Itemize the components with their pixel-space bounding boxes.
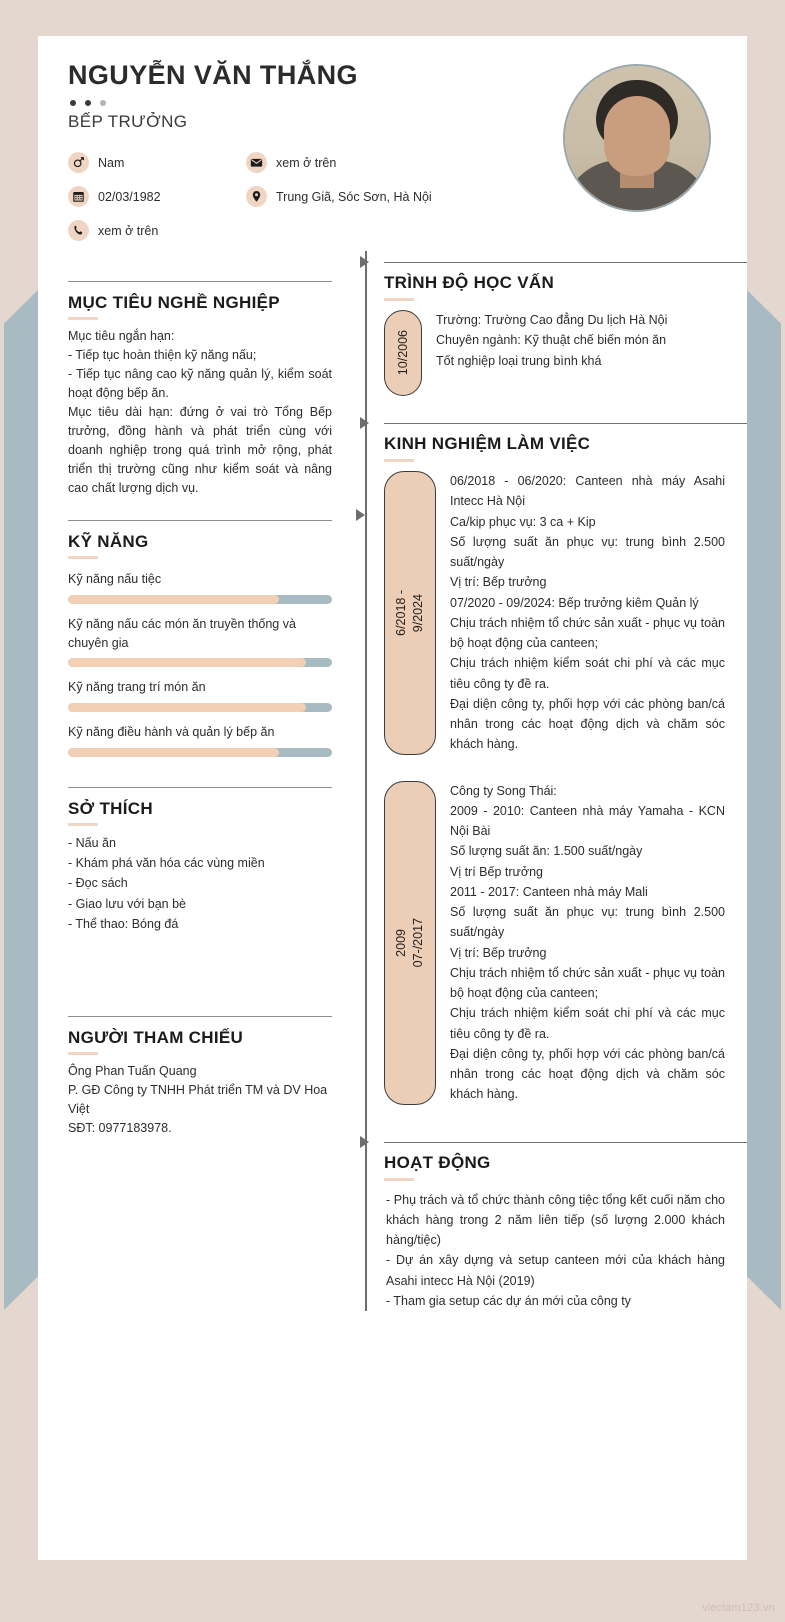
skill-item [68, 678, 332, 712]
experience-line: Vị trí: Bếp trưởng [450, 945, 547, 960]
objective-line-0: Mục tiêu ngắn hạn: [68, 329, 175, 343]
heading-accent [384, 459, 414, 462]
activity-line: - Dự án xây dựng và setup canteen mới của khách hàng Asahi intecc Hà Nội (2019) [386, 1253, 725, 1288]
candidate-name: NGUYỄN VĂN THẮNG [68, 60, 358, 90]
contact-item-birthdate [68, 186, 246, 207]
skill-bar-fill [68, 748, 279, 757]
hobby-item: - Thể thao: Bóng đá [68, 916, 179, 931]
decorative-band-right [747, 290, 781, 1310]
experience-line: Chịu trách nhiệm tổ chức sản xuất - phục vụ toàn bộ hoạt động của canteen; [450, 965, 725, 1000]
experience-line: Vị trí: Bếp trưởng [450, 575, 547, 590]
cv-header [38, 36, 747, 251]
cv-sheet [38, 36, 747, 1560]
section-hobbies [68, 787, 332, 934]
contact-grid [68, 152, 498, 241]
experience-line: Vị trí Bếp trưởng [450, 864, 543, 879]
experience-line: Số lượng suất ăn phục vụ: trung bình 2.500 suất/ngày [450, 534, 725, 569]
date-badge-text: 9/2024 [411, 593, 425, 632]
experience-line: Chịu trách nhiệm kiểm soát chi phí và các mục tiêu công ty đề ra. [450, 656, 725, 691]
skill-bar [68, 595, 332, 604]
skill-bar-fill [68, 703, 306, 712]
heading-accent [68, 317, 98, 320]
section-divider [68, 787, 332, 788]
contact-value-gender: Nam [98, 155, 125, 170]
section-heading-reference: NGƯỜI THAM CHIẾU [68, 1028, 244, 1047]
timeline-arrow-icon [360, 256, 369, 268]
experience-line: Số lượng suất ăn phục vụ: trung bình 2.500 suất/ngày [450, 905, 725, 940]
section-heading-experience: KINH NGHIỆM LÀM VIỆC [384, 434, 591, 453]
section-education [384, 251, 725, 396]
experience-line: 2011 - 2017: Canteen nhà máy Mali [450, 884, 648, 899]
experience-entry [384, 471, 725, 755]
reference-line: P. GĐ Công ty TNHH Phát triển TM và DV Hoa Việt [68, 1083, 328, 1116]
section-activities [384, 1131, 725, 1312]
hobby-item: - Giao lưu với bạn bè [68, 896, 187, 911]
avatar [563, 64, 711, 212]
job-title: BẾP TRƯỞNG [68, 112, 188, 131]
section-heading-objective: MỤC TIÊU NGHỀ NGHIỆP [68, 293, 280, 312]
heading-accent [68, 823, 98, 826]
section-divider [68, 1016, 332, 1017]
heading-accent [384, 298, 414, 301]
objective-line-3: Mục tiêu dài hạn: đứng ở vai trò Tổng Bếp trưởng, đồng hành và phát triển cùng với doanh nghiệp trong quá trình mở rộng, phát triển thị trường cũng như kiểm soát và nâng cao chất lượng dịch vụ. [68, 405, 332, 495]
decorative-band-left [4, 290, 38, 1310]
skill-item [68, 723, 332, 757]
timeline-arrow-icon [360, 1136, 369, 1148]
reference-line: SĐT: 0977183978. [68, 1121, 172, 1135]
experience-line: Số lượng suất ăn: 1.500 suất/ngày [450, 844, 643, 859]
contact-item-address [246, 186, 498, 207]
reference-line: Ông Phan Tuấn Quang [68, 1064, 197, 1078]
section-objective [68, 281, 332, 498]
skill-bar [68, 658, 332, 667]
section-skills [68, 520, 332, 757]
experience-line: Đại diện công ty, phối hợp với các phòng ban/cá nhân trong các hoạt động dịch và chăm sóc khách hàng. [450, 696, 725, 752]
objective-line-1: - Tiếp tục hoàn thiện kỹ năng nấu; [68, 348, 257, 362]
activity-line: - Tham gia setup các dự án mới của công ty [386, 1293, 631, 1308]
left-column [38, 251, 356, 1311]
section-heading-activities: HOẠT ĐỘNG [384, 1152, 491, 1172]
date-badge [384, 310, 422, 396]
skill-item [68, 615, 332, 668]
date-badge [384, 471, 436, 755]
experience-entry-body [450, 471, 725, 755]
contact-item-email [246, 152, 498, 173]
skill-label: Kỹ năng nấu các món ăn truyền thống và chuyên gia [68, 616, 296, 650]
section-reference [68, 1016, 332, 1138]
contact-value-address: Trung Giã, Sóc Sơn, Hà Nội [276, 189, 432, 204]
date-badge-text: 10/2006 [395, 330, 410, 376]
experience-line: Chịu trách nhiệm kiểm soát chi phí và các mục tiêu công ty đề ra. [450, 1006, 725, 1041]
contact-value-birthdate: 02/03/1982 [98, 189, 161, 204]
section-heading-hobbies: SỞ THÍCH [68, 798, 153, 818]
timeline-axis [365, 251, 367, 1311]
hobby-item: - Khám phá văn hóa các vùng miền [68, 856, 265, 870]
right-column [356, 251, 747, 1311]
contact-value-email: xem ở trên [276, 155, 337, 170]
calendar-icon [68, 186, 89, 207]
email-icon [246, 152, 267, 173]
timeline-tick-icon [356, 509, 365, 521]
education-line: Chuyên ngành: Kỹ thuật chế biến món ăn [436, 333, 667, 348]
date-badge-text: 07-/2017 [411, 917, 425, 968]
experience-entry [384, 781, 725, 1105]
phone-icon [68, 220, 89, 241]
experience-line: Ca/kip phục vụ: 3 ca + Kip [450, 514, 596, 529]
section-heading-education: TRÌNH ĐỘ HỌC VẤN [384, 273, 555, 292]
education-entry [384, 310, 725, 396]
contact-item-gender [68, 152, 246, 173]
section-divider [68, 520, 332, 521]
section-divider [384, 251, 725, 273]
experience-line: Chịu trách nhiệm tổ chức sản xuất - phục vụ toàn bộ hoạt động của canteen; [450, 615, 725, 650]
hobby-item: - Nấu ăn [68, 835, 116, 850]
watermark: vieclam123.vn [702, 1602, 775, 1614]
experience-entry-body [450, 781, 725, 1105]
skill-label: Kỹ năng điều hành và quản lý bếp ăn [68, 725, 275, 739]
section-experience [384, 412, 725, 1105]
activities-body [384, 1190, 725, 1312]
skill-bar-fill [68, 658, 306, 667]
cv-body [38, 251, 747, 1311]
experience-line: Công ty Song Thái: [450, 783, 557, 798]
section-divider [384, 1131, 725, 1153]
heading-accent [68, 556, 98, 559]
experience-line: 2009 - 2010: Canteen nhà máy Yamaha - KCN Nội Bài [450, 803, 725, 838]
education-line: Trường: Trường Cao đẳng Du lịch Hà Nội [436, 313, 668, 327]
gender-icon [68, 152, 89, 173]
education-line: Tốt nghiệp loại trung bình khá [436, 353, 602, 368]
section-heading-skills: KỸ NĂNG [68, 532, 149, 551]
education-entry-body [436, 310, 725, 396]
contact-item-phone [68, 220, 246, 241]
location-icon [246, 186, 267, 207]
skill-label: Kỹ năng trang trí món ăn [68, 680, 206, 695]
experience-line: Đại diện công ty, phối hợp với các phòng ban/cá nhân trong các hoạt động dịch và chăm sóc khách hàng. [450, 1046, 725, 1102]
contact-value-phone: xem ở trên [98, 223, 159, 238]
objective-line-2: - Tiếp tục nâng cao kỹ năng quản lý, kiểm soát hoạt động bếp ăn. [68, 367, 332, 400]
timeline [356, 251, 747, 1311]
skill-item [68, 570, 332, 604]
timeline-arrow-icon [360, 417, 369, 429]
date-badge-text: 6/2018 - [394, 589, 409, 636]
heading-accent [384, 1178, 414, 1181]
activity-line: - Phụ trách và tổ chức thành công tiệc tổng kết cuối năm cho khách hàng trong 2 năm liên tiếp (số lượng 2.000 khách hàng/tiệc) [386, 1192, 725, 1247]
hobby-item: - Đọc sách [68, 876, 128, 891]
date-badge [384, 781, 436, 1105]
date-badge-text: 2009 [394, 928, 409, 957]
experience-line: 07/2020 - 09/2024: Bếp trưởng kiêm Quản lý [450, 595, 699, 610]
section-divider [68, 281, 332, 282]
skill-bar [68, 748, 332, 757]
heading-accent [68, 1052, 98, 1055]
skill-bar [68, 703, 332, 712]
experience-line: 06/2018 - 06/2020: Canteen nhà máy Asahi Intecc Hà Nội [450, 474, 725, 509]
skill-bar-fill [68, 595, 279, 604]
skill-label: Kỹ năng nấu tiệc [68, 572, 162, 586]
section-divider [384, 412, 725, 434]
